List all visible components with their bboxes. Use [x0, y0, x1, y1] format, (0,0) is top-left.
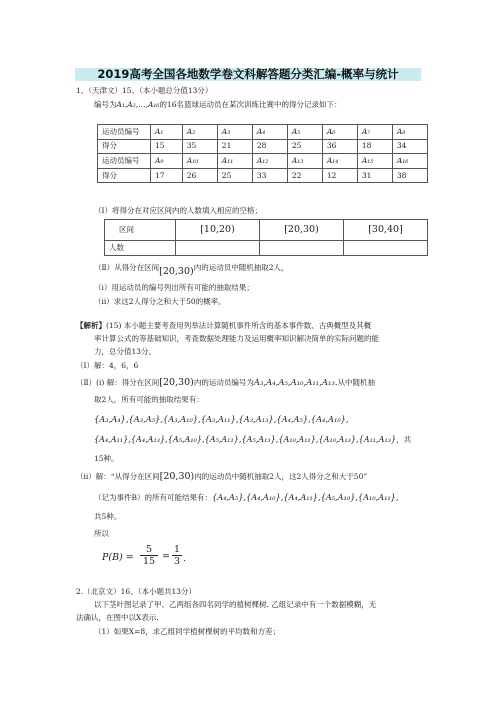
interval-cell: [30,40] — [344, 220, 428, 241]
q2-header: 2.（北京文）16、（本小题共13分） — [76, 587, 196, 596]
analysis-line-2: 率计算公式的等基础知识，考查数据处理能力及运用概率知识解决简单的实际问题的能 — [94, 334, 379, 343]
solution-3-post: 内的运动员中随机抽取2人，这2人得分之和大于50” — [194, 472, 368, 481]
count-cell — [260, 241, 344, 256]
table-cell: A₁₃ — [287, 154, 322, 169]
q1-intro-math: A₁,A₂,…,A₁₆ — [116, 100, 160, 109]
table-row — [98, 168, 428, 183]
table-cell: 12 — [322, 168, 357, 183]
count-cell — [176, 241, 260, 256]
q1-part2-ii: （ii）求这2人得分之和大于50的概率。 — [94, 297, 226, 306]
q1-header: 1、（天津文）15、（本小题总分值13分） — [76, 86, 213, 95]
pairs-line-2 — [94, 434, 411, 445]
solution-2-math: A₃,A₄,A₅,A₁₀,A₁₁,A₁₃. — [253, 378, 338, 388]
q1-part2-post: 内的运动员中随机抽取2人， — [193, 263, 289, 272]
prob-denominator-2: 3 — [173, 556, 181, 567]
solution-1: （Ⅰ）解：4，6，6 — [76, 361, 139, 370]
table-row — [98, 125, 428, 140]
q1-part1: （Ⅰ）将得分在对应区间内的人数填入相应的空格； — [94, 206, 262, 215]
table-row — [98, 139, 428, 154]
q1-part2-i: （i）用运动员的编号列出所有可能的抽取结果； — [94, 283, 254, 292]
table-cell: 35 — [182, 139, 217, 154]
table-cell: A₁₄ — [322, 154, 357, 169]
analysis-text-1: (15) 本小题主要考查用列举法计算随机事件所含的基本事件数、古典概型及其概 — [106, 321, 372, 330]
interval-table — [104, 219, 428, 256]
table-cell: 25 — [287, 139, 322, 154]
solution-3-line2 — [94, 492, 399, 503]
solution-2-line2: 取2人，所有可能的抽取结果有： — [94, 395, 204, 404]
pairs-line-1: {A₃,A₄},{A₃,A₅},{A₃,A₁₀},{A₃,A₁₁},{A₃,A₁₃},{A₄,A₅},{A₄,A₁₀}, — [94, 414, 349, 424]
table-cell: 34 — [392, 139, 427, 154]
table-cell: A₁ — [151, 125, 183, 140]
table-cell: A₈ — [392, 125, 427, 140]
table-cell: 31 — [357, 168, 392, 183]
row-label: 得分 — [98, 139, 151, 154]
table-cell: A₄ — [252, 125, 287, 140]
table-cell: A₂ — [182, 125, 217, 140]
table-cell: A₁₀ — [182, 154, 217, 169]
interval-cell: [10,20) — [176, 220, 260, 241]
pairs-end: ，共 — [396, 435, 412, 444]
q1-intro — [94, 100, 341, 110]
table-cell: 38 — [392, 168, 427, 183]
solution-3-line2-math: {A₄,A₅},{A₄,A₁₀},{A₄,A₁₁},{A₅,A₁₀},{A₁₀,A₁₁}, — [212, 492, 399, 502]
solution-3-interval: [20,30) — [159, 471, 195, 482]
prob-lhs: P(B) = — [102, 552, 134, 563]
table-cell: A₅ — [287, 125, 322, 140]
solution-2-post: 从中随机抽 — [337, 378, 376, 387]
solution-3-pre: （ii）解：“从得分在区间 — [76, 472, 160, 481]
prob-numerator: 5 — [140, 544, 158, 556]
prob-fraction-2 — [172, 544, 182, 567]
solution-2 — [76, 377, 375, 390]
count-text: 15种。 — [94, 454, 119, 463]
row-label: 运动员编号 — [98, 125, 151, 140]
row-label: 运动员编号 — [98, 154, 151, 169]
prob-denominator: 15 — [142, 556, 156, 567]
table-cell: 17 — [151, 168, 183, 183]
prob-eq: = — [162, 551, 170, 562]
table-cell: 18 — [357, 139, 392, 154]
table-row — [105, 220, 428, 241]
pairs-line-2-math: {A₄,A₁₁},{A₄,A₁₃},{A₅,A₁₀},{A₅,A₁₁},{A₅,A₁₃},{A₁₀,A₁₁},{A₁₀,A₁₃},{A₁₁,A₁₃} — [94, 434, 397, 444]
table-cell: 28 — [252, 139, 287, 154]
solution-2-mid: 内的运动员编号为 — [193, 378, 254, 387]
q2-line-2: 法确认，在图中以X表示. — [76, 613, 159, 622]
table-cell: A₁₅ — [357, 154, 392, 169]
table-cell: A₁₂ — [252, 154, 287, 169]
solution-3 — [76, 471, 367, 484]
analysis-tag: 【解析】 — [76, 321, 106, 330]
table-row — [98, 154, 428, 169]
q1-intro-post: 的16名篮球运动员在某次训练比赛中的得分记录如下： — [159, 100, 342, 109]
table-cell: A₃ — [217, 125, 252, 140]
q1-part2-pre: （Ⅱ）从得分在区间 — [94, 263, 160, 272]
analysis-line-3: 力，总分值13分。 — [94, 347, 157, 356]
q1-part2-interval: [20,30) — [159, 266, 194, 277]
table-cell: A₁₆ — [392, 154, 427, 169]
row-label: 人数 — [105, 241, 176, 256]
table-cell: 15 — [151, 139, 183, 154]
prob-numerator-2: 1 — [173, 544, 181, 555]
solution-2-interval: [20,30) — [159, 377, 194, 388]
table-cell: 26 — [182, 168, 217, 183]
score-table — [97, 124, 428, 183]
solution-3-line2-pre: （记为事件B）的所有可能结果有： — [94, 493, 213, 502]
solution-2-pre: （Ⅱ）(i) 解：得分在区间 — [76, 378, 160, 387]
q2-line-3: （1）如果X=8，求乙组同学植树棵树的平均数和方差； — [94, 627, 281, 636]
q1-part2 — [94, 262, 289, 275]
row-label: 区间 — [105, 220, 176, 241]
interval-cell: [20,30) — [260, 220, 344, 241]
so-text: 所以 — [94, 529, 109, 538]
table-row — [105, 241, 428, 256]
table-cell: 25 — [217, 168, 252, 183]
count-cell — [344, 241, 428, 256]
prob-fraction-1 — [140, 544, 158, 567]
q2-line-1: 以下茎叶图记录了甲、乙两组各四名同学的植树棵树. 乙组记录中有一个数据模糊，无 — [94, 600, 377, 609]
page-title: 2019高考全国各地数学卷文科解答题分类汇编-概率与统计 — [75, 68, 421, 81]
table-cell: 21 — [217, 139, 252, 154]
analysis-line-1 — [76, 321, 371, 331]
prob-end: . — [183, 553, 187, 564]
table-cell: A₁₁ — [217, 154, 252, 169]
solution-3-line3: 共5种。 — [94, 512, 122, 521]
table-cell: 36 — [322, 139, 357, 154]
table-cell: 22 — [287, 168, 322, 183]
table-cell: 33 — [252, 168, 287, 183]
q1-intro-pre: 编号为 — [94, 100, 117, 109]
table-cell: A₇ — [357, 125, 392, 140]
table-cell: A₆ — [322, 125, 357, 140]
row-label: 得分 — [98, 168, 151, 183]
table-cell: A₉ — [151, 154, 183, 169]
